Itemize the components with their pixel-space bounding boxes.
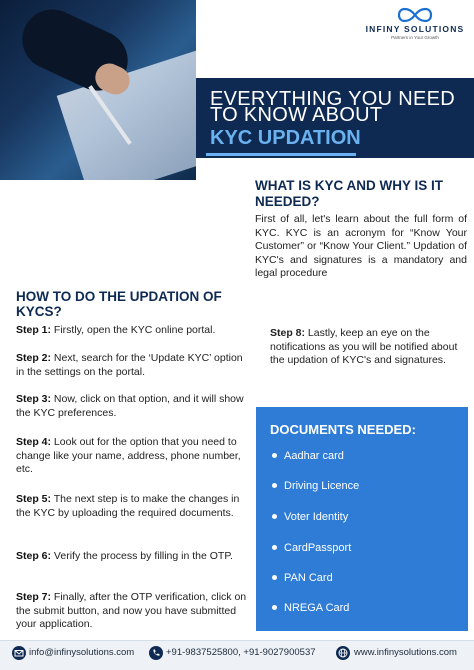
step-label: Step 8: bbox=[270, 327, 306, 339]
document-label: Voter Identity bbox=[284, 511, 349, 523]
document-item bbox=[272, 572, 333, 584]
page-title-line-2: TO KNOW ABOUT bbox=[210, 104, 383, 126]
step-text: The next step is to make the changes in the KYC by uploading the required documents. bbox=[16, 493, 240, 519]
bullet-icon bbox=[272, 545, 277, 550]
document-label: NREGA Card bbox=[284, 602, 350, 614]
footer-email-link[interactable]: info@infinysolutions.com bbox=[29, 647, 135, 658]
document-item bbox=[272, 511, 348, 523]
step-text: Next, search for the ‘Update KYC’ option in the settings on the portal. bbox=[16, 352, 243, 378]
brand-logo bbox=[360, 6, 470, 40]
page-title-line-1: EVERYTHING YOU NEED bbox=[210, 88, 456, 110]
document-item bbox=[272, 450, 344, 462]
step-label: Step 6: bbox=[16, 550, 52, 562]
step-6 bbox=[16, 550, 248, 564]
step-text: Finally, after the OTP verification, click on the submit button, and now you have submitted your application. bbox=[16, 591, 247, 630]
document-label: CardPassport bbox=[284, 542, 352, 554]
step-2 bbox=[16, 352, 248, 379]
bullet-icon bbox=[272, 483, 277, 488]
intro-heading: WHAT IS KYC AND WHY IS IT NEEDED? bbox=[255, 178, 443, 209]
step-label: Step 3: bbox=[16, 393, 52, 405]
document-label: Driving Licence bbox=[284, 480, 360, 492]
step-text: Verify the process by filling in the OTP. bbox=[51, 550, 233, 562]
step-label: Step 5: bbox=[16, 493, 52, 505]
email-icon bbox=[12, 646, 26, 660]
page-title-accent: KYC UPDATION bbox=[210, 127, 361, 149]
bullet-icon bbox=[272, 514, 277, 519]
document-item bbox=[272, 480, 359, 492]
document-item bbox=[272, 602, 349, 614]
globe-icon bbox=[336, 646, 350, 660]
step-4 bbox=[16, 436, 248, 477]
step-text: Look out for the option that you need to change like your name, address, phone number, etc. bbox=[16, 436, 241, 475]
step-label: Step 2: bbox=[16, 352, 52, 364]
intro-paragraph: First of all, let's learn about the full form of KYC. KYC is an acronym for “Know Your Customer” or “Know Your Client.” Updation of KYC's and signatures is a mandatory and legal procedure bbox=[255, 213, 467, 279]
documents-heading: DOCUMENTS NEEDED: bbox=[270, 422, 416, 437]
infinity-logo-icon bbox=[395, 6, 435, 24]
step-5 bbox=[16, 493, 248, 520]
title-underline bbox=[206, 153, 356, 156]
step-7 bbox=[16, 591, 248, 632]
step-label: Step 4: bbox=[16, 436, 52, 448]
document-label: PAN Card bbox=[284, 572, 333, 584]
step-3 bbox=[16, 393, 248, 420]
step-text: Firstly, open the KYC online portal. bbox=[51, 324, 216, 336]
brand-tagline: Partners in Your Growth bbox=[391, 35, 439, 40]
bullet-icon bbox=[272, 605, 277, 610]
howto-heading: HOW TO DO THE UPDATION OF KYCS? bbox=[16, 289, 222, 319]
step-label: Step 7: bbox=[16, 591, 52, 603]
bullet-icon bbox=[272, 453, 277, 458]
phone-icon bbox=[149, 646, 163, 660]
document-item bbox=[272, 542, 351, 554]
bullet-icon bbox=[272, 575, 277, 580]
step-label: Step 1: bbox=[16, 324, 52, 336]
step-text: Now, click on that option, and it will show the KYC preferences. bbox=[16, 393, 244, 419]
step-text: Lastly, keep an eye on the notifications as you will be notified about the updation of KYC's and signatures. bbox=[270, 327, 458, 366]
step-1 bbox=[16, 324, 248, 338]
footer-website-link[interactable]: www.infinysolutions.com bbox=[354, 647, 457, 658]
document-label: Aadhar card bbox=[284, 450, 344, 462]
footer-phone[interactable]: +91-9837525800, +91-9027900537 bbox=[166, 647, 316, 658]
brand-name: INFINY SOLUTIONS bbox=[365, 24, 465, 34]
step-8 bbox=[270, 327, 465, 368]
hero-photo bbox=[0, 0, 196, 180]
